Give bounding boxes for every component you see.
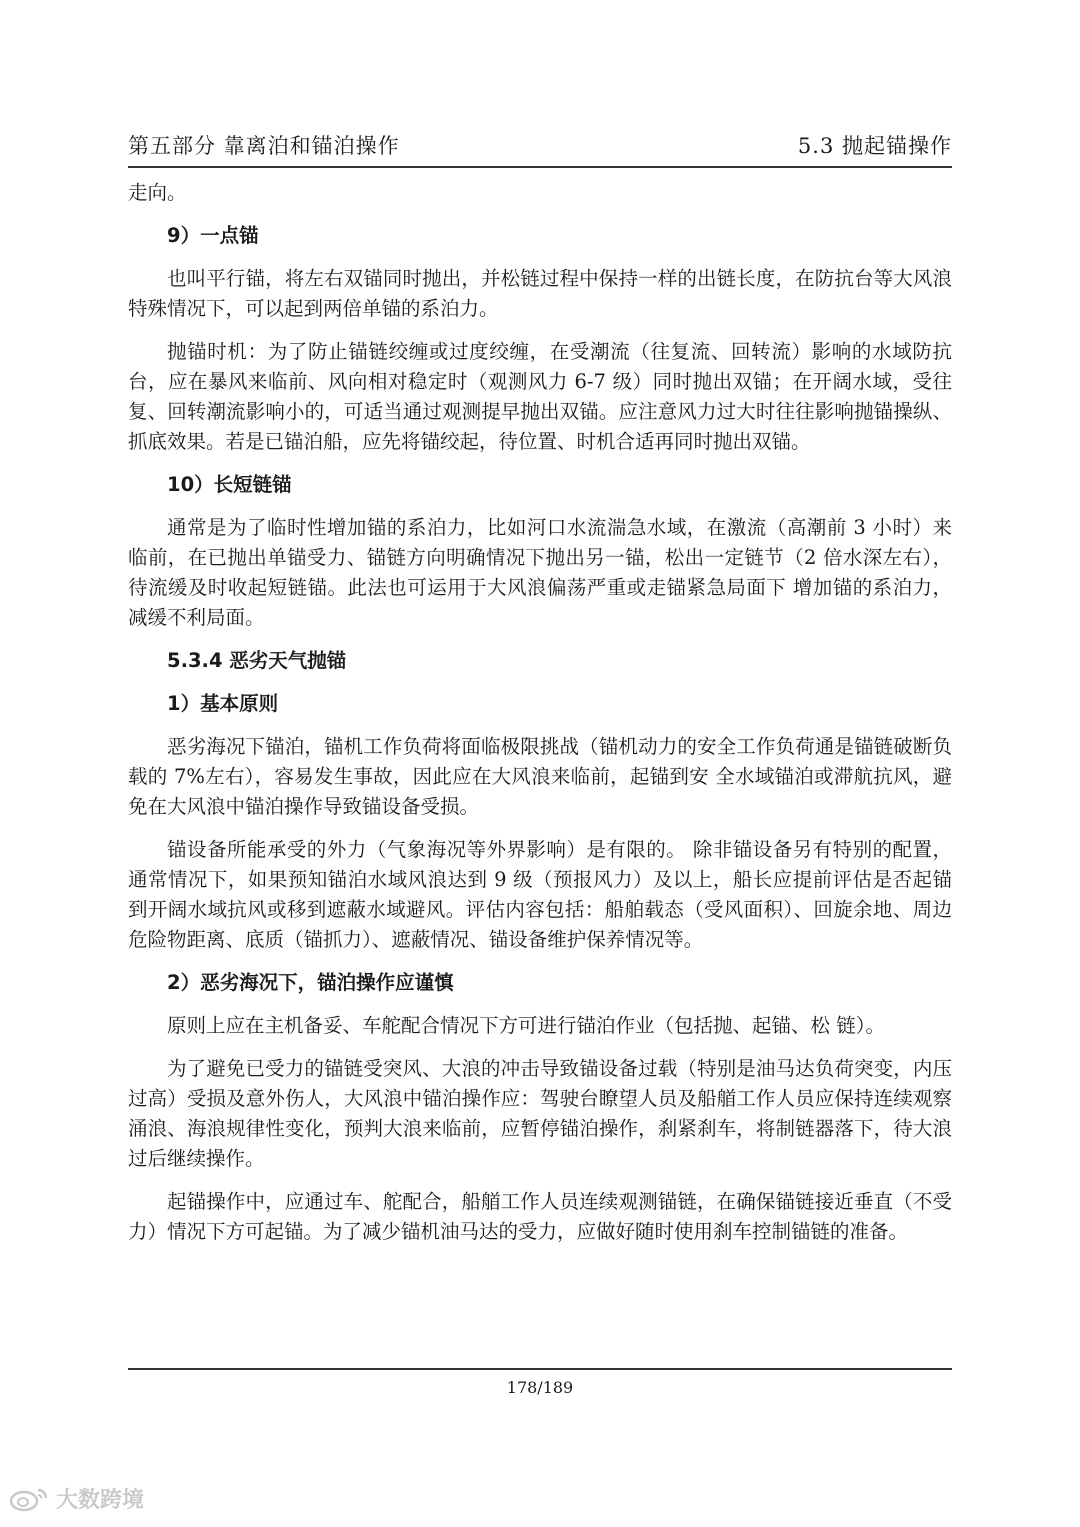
page-header — [128, 126, 952, 168]
paragraph: 起锚操作中，应通过车、舵配合，船艏工作人员连续观测锚链，在确保锚链接近垂直（不受力）情况下方可起锚。为了减少锚机油马达的受力，应做好随时使用刹车控制锚链的准备。 — [128, 1190, 952, 1243]
page-content — [128, 178, 952, 1260]
header-subsection-title: 5.3 抛起锚操作 — [797, 134, 952, 158]
header-section-title: 第五部分 靠离泊和锚泊操作 — [128, 134, 400, 158]
watermark-text: 大数跨境 — [56, 1488, 145, 1513]
paragraph: 走向。 — [128, 181, 187, 204]
paragraph: 抛锚时机：为了防止锚链绞缠或过度绞缠，在受潮流（往复流、回转流）影响的水域防抗台，应在暴风来临前、风向相对稳定时（观测风力 6-7 级）同时抛出双锚；在开阔水域，受往复、回转潮流影响小的，可适当通过观测提早抛出双锚。应注意风力过大时往往影响抛锚操纵、抓底效果。若是已锚泊船，应先将锚绞起，待位置、时机合适再同时抛出双锚。 — [128, 340, 952, 453]
footer-divider — [128, 1368, 952, 1370]
page-number: 178/189 — [506, 1378, 574, 1397]
heading-basic-principles: 1）基本原则 — [167, 692, 279, 715]
heading-long-short-chain-anchor: 10）长短链锚 — [167, 473, 292, 496]
paragraph: 恶劣海况下锚泊，锚机工作负荷将面临极限挑战（锚机动力的安全工作负荷通是锚链破断负载的 7%左右），容易发生事故，因此应在大风浪来临前，起锚到安 全水域锚泊或滞航抗风，避免在大风浪中锚泊操作导致锚设备受损。 — [128, 735, 952, 818]
paragraph: 锚设备所能承受的外力（气象海况等外界影响）是有限的。 除非锚设备另有特别的配置，通常情况下，如果预知锚泊水域风浪达到 9 级（预报风力）及以上，船长应提前评估是否起锚到开阔水域抗风或移到遮蔽水域避风。评估内容包括：船舶载态（受风面积）、回旋余地、周边危险物距离、底质（锚抓力）、遮蔽情况、锚设备维护保养情况等。 — [128, 838, 952, 951]
watermark — [8, 1483, 144, 1514]
paragraph: 原则上应在主机备妥、车舵配合情况下方可进行锚泊作业（包括抛、起锚、松 链）。 — [167, 1014, 885, 1037]
section-heading-bad-weather-anchoring: 5.3.4 恶劣天气抛锚 — [167, 649, 347, 672]
paragraph: 通常是为了临时性增加锚的系泊力，比如河口水流湍急水域，在激流（高潮前 3 小时）来临前，在已抛出单锚受力、锚链方向明确情况下抛出另一锚，松出一定链节（2 倍水深左右），待流缓及时收起短链锚。此法也可运用于大风浪偏荡严重或走锚紧急局面下 增加锚的系泊力，减缓不利局面。 — [128, 516, 952, 629]
paragraph: 也叫平行锚，将左右双锚同时抛出，并松链过程中保持一样的出链长度，在防抗台等大风浪特殊情况下，可以起到两倍单锚的系泊力。 — [128, 267, 952, 320]
paragraph: 为了避免已受力的锚链受突风、大浪的冲击导致锚设备过载（特别是油马达负荷突变，内压过高）受损及意外伤人，大风浪中锚泊操作应：驾驶台瞭望人员及船艏工作人员应保持连续观察涌浪、海浪规律性变化，预判大浪来临前，应暂停锚泊操作，刹紧刹车，将制链器落下，待大浪过后继续操作。 — [128, 1057, 952, 1170]
heading-single-point-anchor: 9）一点锚 — [167, 224, 259, 247]
heading-careful-operation: 2）恶劣海况下，锚泊操作应谨慎 — [167, 971, 454, 994]
weibo-logo-icon — [8, 1486, 50, 1512]
